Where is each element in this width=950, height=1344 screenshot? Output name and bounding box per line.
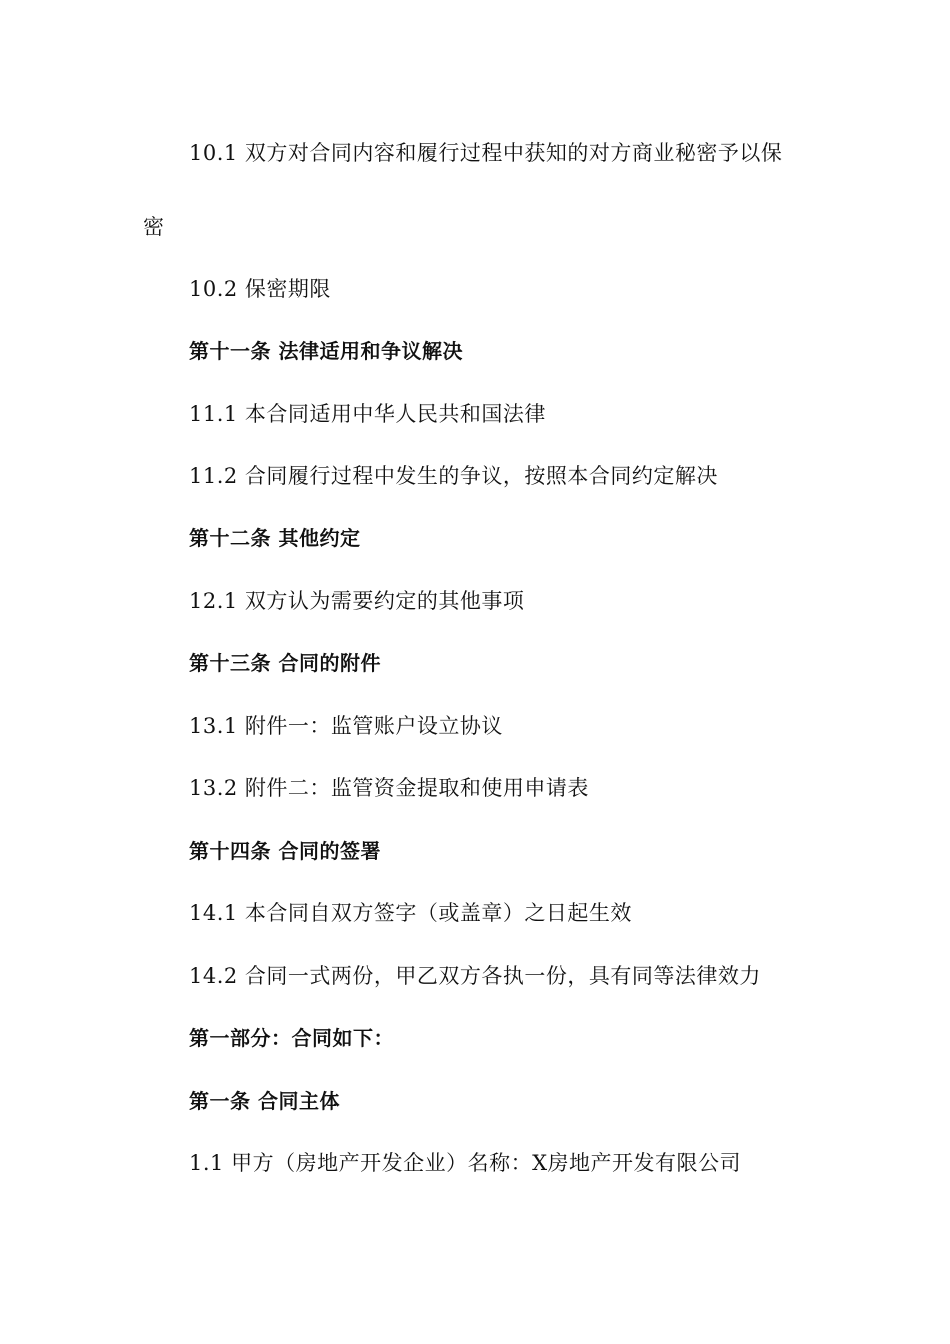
clause-13-2: 13.2 附件二：监管资金提取和使用申请表 (189, 776, 589, 800)
clause-13-1: 13.1 附件一：监管账户设立协议 (189, 714, 503, 738)
article-12-heading: 第十二条 其他约定 (189, 526, 361, 550)
clause-11-1: 11.1 本合同适用中华人民共和国法律 (189, 402, 546, 426)
article-14-heading: 第十四条 合同的签署 (189, 839, 381, 863)
clause-11-2: 11.2 合同履行过程中发生的争议，按照本合同约定解决 (189, 464, 718, 488)
article-13-heading: 第十三条 合同的附件 (189, 651, 381, 675)
article-11-heading: 第十一条 法律适用和争议解决 (189, 339, 463, 363)
clause-1-1: 1.1 甲方（房地产开发企业）名称：X房地产开发有限公司 (189, 1151, 742, 1175)
clause-10-2: 10.2 保密期限 (189, 277, 331, 301)
clause-14-1: 14.1 本合同自双方签字（或盖章）之日起生效 (189, 901, 632, 925)
clause-14-2: 14.2 合同一式两份，甲乙双方各执一份，具有同等法律效力 (189, 964, 761, 988)
clause-10-1: 10.1 双方对合同内容和履行过程中获知的对方商业秘密予以保 (189, 141, 783, 165)
article-1-heading: 第一条 合同主体 (189, 1089, 340, 1113)
clause-12-1: 12.1 双方认为需要约定的其他事项 (189, 589, 525, 613)
clause-10-1-continuation: 密 (143, 215, 165, 239)
part-1-heading: 第一部分：合同如下： (189, 1026, 394, 1050)
